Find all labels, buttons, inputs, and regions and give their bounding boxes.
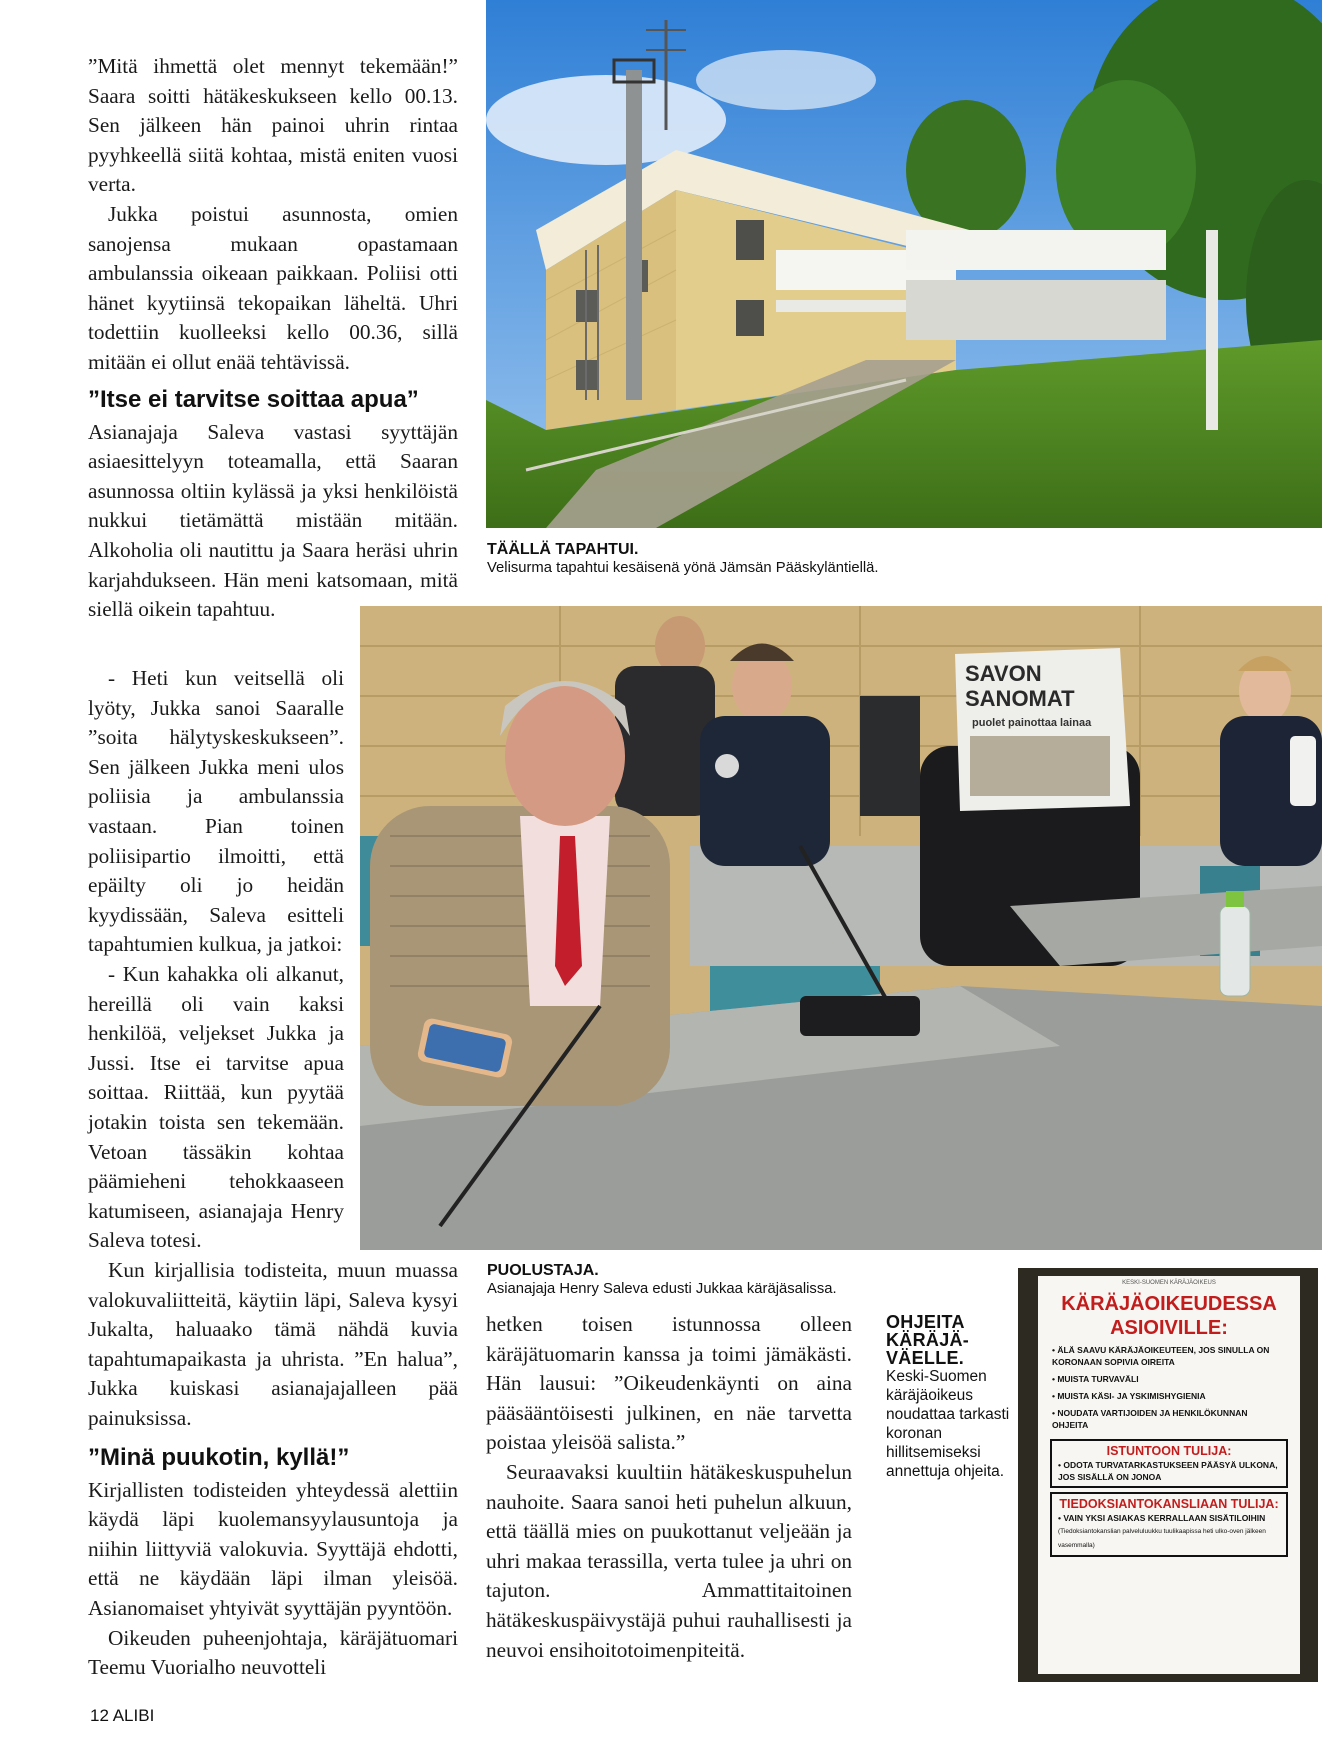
paragraph: Kun kirjallisia todisteita, muun muassa valokuvaliitteitä, käytiin läpi, Saleva kysyi Jukalta, haluaako tämä nähdä kuvia tapahtumapaikasta ja uhrista. ”En halua”, Jukka kuiskasi asianajajalleen pää painuksissa. <box>88 1258 458 1430</box>
sign-rules <box>1038 1340 1300 1435</box>
article-column-middle <box>486 1310 852 1665</box>
sign-logo: KESKI-SUOMEN KÄRÄJÄOIKEUS <box>1122 1280 1216 1286</box>
newspaper-masthead: SANOMAT <box>965 686 1075 711</box>
photo-caption-house <box>487 541 1087 577</box>
sign-box-title: TIEDOKSIANTOKANSLIAAN TULIJA: <box>1059 1497 1279 1511</box>
sign-board <box>1038 1276 1300 1674</box>
paragraph: Jukka poistui asunnosta, omien sanojensa mukaan opastamaan ambulanssia oikeaan paikkaan. Poliisi otti hänet kyytiinsä tekopaikan läheltä. Uhri todettiin kuolleeksi kello 00.36, sillä mitään ei ollut enää tehtävissä. <box>88 201 458 374</box>
page-footer <box>90 1706 154 1726</box>
sign-rule: • MUISTA KÄSI- JA YSKIMISHYGIENIA <box>1052 1391 1206 1401</box>
paragraph: Kirjallisten todisteiden yhteydessä alettiin käydä läpi kuolemansyylausuntoja ja niihin liittyviä valokuvia. Syyttäjä ehdotti, että ne käydään läpi ilman yleisöä. Asianomaiset yhtyivät syyttäjän pyyntöön. <box>88 1477 458 1620</box>
sign-box-office <box>1050 1492 1288 1557</box>
sign-box-text: • VAIN YKSI ASIAKAS KERRALLAAN SISÄTILOIHIN <box>1058 1513 1266 1523</box>
subheading: ”Itse ei tarvitse soittaa apua” <box>88 385 419 413</box>
paragraph: - Heti kun veitsellä oli lyöty, Jukka sanoi Saaralle ”soita hälytyskeskukseen”. Sen jälkeen Jukka meni ulos poliisia ja ambulanssia vastaan. Pian toinen poliisipartio ilmoitti, että epäilty oli jo heidän kyydissään, Saleva esitteli tapahtumien kulkua, ja jatkoi: <box>88 666 344 957</box>
article-column-left-narrow <box>88 664 344 1256</box>
paragraph: Asianajaja Saleva vastasi syyttäjän asiaesittelyyn toteamalla, että Saaran asunnossa oltiin kylässä ja yksi henkilöistä nukkui tietämättä mistään mitään. Alkoholia oli nautittu ja Saara heräsi uhrin karjahdukseen. Hän meni katsomaan, mitä siellä oikein tapahtuu. <box>88 419 458 622</box>
caption-heading: PUOLUSTAJA. <box>487 1262 599 1279</box>
magazine-name: ALIBI <box>112 1706 155 1725</box>
paragraph: hetken toisen istunnossa olleen käräjätuomarin kanssa ja toimi jämäkästi. Hän lausui: ”Oikeudenkäynti on aina pääsääntöisesti julkinen, en näe tarvetta poistaa yleisöä salista.” <box>486 1312 852 1455</box>
sign-box-session <box>1050 1439 1288 1488</box>
side-note-heading: OHJEITA <box>886 1312 965 1332</box>
sign-rule: • ÄLÄ SAAVU KÄRÄJÄOIKEUTEEN, JOS SINULLA ON KORONAAN SOPIVIA OIREITA <box>1052 1345 1270 1367</box>
courtroom-photo <box>360 606 1322 1250</box>
paragraph: Oikeuden puheenjohtaja, käräjätuomari Teemu Vuorialho neuvotteli <box>88 1625 458 1680</box>
side-note-heading: VÄELLE. <box>886 1348 965 1368</box>
paragraph: - Kun kahakka oli alkanut, hereillä oli vain kaksi henkilöä, veljekset Jukka ja Jussi. Itse ei tarvitse apua soittaa. Riittää, kun pyytää jotakin toista sen tekemään. Vetoan tässäkin kohtaa päämieheni tehokkaaseen katumiseen, asianajaja Henry Saleva totesi. <box>88 961 344 1253</box>
newspaper-masthead: SAVON <box>965 661 1042 686</box>
article-column-left-top <box>88 52 458 625</box>
sign-box-title: ISTUNTOON TULIJA: <box>1106 1444 1232 1458</box>
sign-box-text: • ODOTA TURVATARKASTUKSEEN PÄÄSYÄ ULKONA, JOS SISÄLLÄ ON JONOA <box>1058 1460 1278 1482</box>
subheading: ”Minä puukotin, kyllä!” <box>88 1443 350 1471</box>
caption-text: Velisurma tapahtui kesäisenä yönä Jämsän Pääskyläntiellä. <box>487 560 879 576</box>
side-note-heading: KÄRÄJÄ- <box>886 1330 970 1350</box>
house-photo <box>486 0 1322 528</box>
side-note <box>886 1313 1011 1481</box>
caption-heading: TÄÄLLÄ TAPAHTUI. <box>487 541 639 558</box>
newspaper <box>955 648 1130 811</box>
side-note-text: Keski-Suomen käräjäoikeus noudattaa tarkasti koronan hillitsemiseksi annettuja ohjeita. <box>886 1368 1010 1480</box>
photo-caption-court <box>487 1262 987 1298</box>
caption-text: Asianajaja Henry Saleva edusti Jukkaa käräjäsalissa. <box>487 1281 837 1297</box>
sign-rule: • NOUDATA VARTIJOIDEN JA HENKILÖKUNNAN OHJEITA <box>1052 1408 1248 1430</box>
sign-photo <box>1018 1268 1318 1682</box>
sign-box-small: (Tiedoksiantokanslian palveluluukku tuulikaapissa heti ulko-oven jälkeen vasemmalla) <box>1058 1528 1266 1549</box>
paragraph: ”Mitä ihmettä olet mennyt tekemään!” Saara soitti hätäkeskukseen kello 00.13. Sen jälkeen hän painoi uhrin rintaa pyyhkeellä siitä kohtaa, mistä eniten vuosi verta. <box>88 54 458 197</box>
page-number: 12 <box>90 1706 109 1725</box>
sign-title: KÄRÄJÄOIKEUDESSA <box>1061 1293 1277 1315</box>
sign-rule: • MUISTA TURVAVÄLI <box>1052 1374 1139 1384</box>
sign-title: ASIOIVILLE: <box>1110 1317 1228 1339</box>
newspaper-headline: puolet painottaa lainaa <box>972 717 1092 729</box>
paragraph: Seuraavaksi kuultiin hätäkeskuspuhelun nauhoite. Saara sanoi heti puhelun alkuun, että täällä mies on puukottanut veljeään ja uhri makaa terassilla, verta tulee ja uhri on tajuton. Ammattitaitoinen hätäkeskuspäivystäjä puhui rauhallisesti ja neuvoi ensihoitotoimenpiteitä. <box>486 1459 852 1662</box>
article-column-left-bottom <box>88 1256 458 1683</box>
